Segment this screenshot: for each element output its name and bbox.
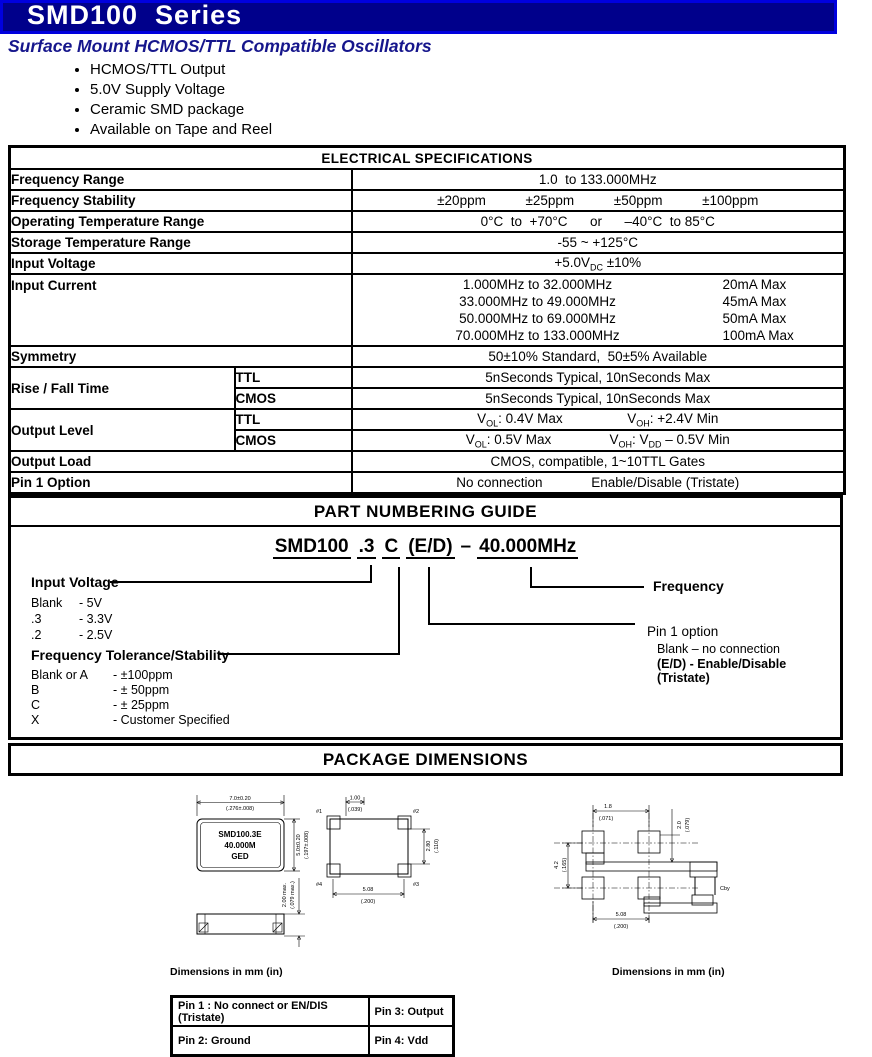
rise-fall-cmos-label: CMOS (235, 388, 352, 409)
pad-pin2-label: #2 (413, 809, 420, 815)
symmetry-value: 50±10% Standard, 50±5% Available (352, 346, 845, 367)
stability-value: ±50ppm (613, 193, 663, 208)
input-current-line (353, 327, 844, 344)
pn-segment-voltage: .3 (358, 536, 375, 557)
pn-segment-series: SMD100 (274, 536, 349, 557)
input-current-max: 100mA Max (722, 328, 794, 343)
voh-mid: : V (631, 431, 649, 447)
input-voltage-sub: DC (589, 262, 603, 273)
pin-cell-right: Pin 3: Output (369, 997, 454, 1027)
option-value: - 2.5V (79, 628, 113, 642)
pn-segment-frequency: 40.000MHz (479, 536, 577, 557)
dim-pad-bottom-in: (.200) (360, 899, 376, 905)
input-current-max: 45mA Max (722, 294, 787, 309)
input-voltage-value (352, 253, 845, 274)
vol-sub: OL (486, 418, 499, 429)
connector-line-frequency (530, 567, 644, 588)
pin1-option-blank: Blank – no connection (657, 642, 781, 656)
operating-temp-value: 0°C to +70°C or –40°C to 85°C (352, 211, 845, 232)
input-voltage-post: ±10% (602, 254, 642, 270)
stability-options (31, 668, 230, 728)
option-value: - ±100ppm (113, 668, 173, 682)
option-code: Blank (31, 596, 63, 610)
voh-sub: OH (636, 418, 650, 429)
dim-land-left-in: (.165) (562, 857, 568, 873)
dim-pad-right-in: (.110) (434, 839, 440, 853)
part-number-example (11, 536, 840, 558)
land-pattern-diagram (548, 795, 798, 950)
voh-post: – 0.5V Min (661, 431, 730, 447)
output-level-ttl-vol (477, 411, 563, 429)
row-label-pin1-option: Pin 1 Option (10, 472, 352, 493)
option-value: - 5V (79, 596, 102, 610)
option-value: - ± 25ppm (113, 698, 170, 712)
output-level-cmos-voh (609, 432, 729, 450)
output-level-ttl-label: TTL (235, 409, 352, 430)
feature-item: • 5.0V Supply Voltage (90, 80, 272, 100)
pad-pin4-label: #4 (316, 882, 323, 888)
option-value: - Customer Specified (113, 713, 230, 727)
stability-option (31, 698, 230, 713)
dim-land-bottom-in: (.200) (613, 924, 629, 930)
chip-marking-line3: GED (231, 852, 249, 861)
bypass-cap-label: Cby (720, 886, 730, 892)
input-current-max: 20mA Max (722, 277, 787, 292)
option-value: - ± 50ppm (113, 683, 170, 697)
voh-sub2: DD (648, 439, 662, 450)
electrical-specs-table (8, 145, 846, 495)
output-level-cmos-values (353, 432, 844, 450)
vol-post: : 0.5V Max (486, 431, 552, 447)
row-label-input-current: Input Current (10, 274, 352, 346)
dim-pad-bottom: 5.08 (362, 887, 374, 893)
dim-land-bottom: 5.08 (615, 912, 627, 918)
option-code: Blank or A (31, 668, 88, 682)
input-current-range: 70.000MHz to 133.000MHz (455, 328, 620, 343)
row-label-frequency-range: Frequency Range (10, 169, 352, 190)
subtitle: Surface Mount HCMOS/TTL Compatible Oscillators (8, 36, 432, 56)
row-label-operating-temp: Operating Temperature Range (10, 211, 352, 232)
feature-item: • Available on Tape and Reel (90, 120, 272, 140)
dim-pad-top: 1.00 (349, 795, 361, 802)
rise-fall-ttl-label: TTL (235, 367, 352, 388)
vol-sub: OL (474, 439, 487, 450)
stability-value: ±20ppm (437, 193, 486, 208)
vol-pre: V (477, 410, 487, 426)
input-voltage-pre: +5.0V (554, 254, 590, 270)
vol-pre: V (465, 431, 475, 447)
input-current-max: 50mA Max (722, 311, 787, 326)
chip-top-side-view-diagram (182, 792, 312, 967)
input-current-line (353, 310, 844, 327)
dim-width-in: (.276±.008) (225, 806, 255, 812)
package-dimensions-title: PACKAGE DIMENSIONS (322, 749, 529, 769)
output-level-cmos-label: CMOS (235, 430, 352, 451)
row-label-frequency-stability: Frequency Stability (10, 190, 352, 211)
dimensions-note-right: Dimensions in mm (in) (612, 966, 725, 978)
input-current-line (353, 293, 844, 310)
pin1-option-values (353, 475, 844, 490)
input-current-values (353, 275, 844, 345)
dim-land-right: 2.0 (677, 821, 683, 829)
frequency-guide-label: Frequency (653, 578, 724, 594)
pin-assignment-table (170, 995, 455, 1057)
header-bar (0, 0, 837, 34)
dim-land-left: 4.2 (554, 861, 560, 869)
dim-height-in: (.197±.008) (304, 830, 310, 860)
dim-pad-right: 2.80 (426, 840, 432, 852)
page-title: SMD100 Series (27, 0, 243, 30)
dim-width: 7.0±0.20 (229, 796, 251, 802)
input-voltage-option (31, 611, 112, 627)
pin1-option-left: No connection (456, 474, 543, 490)
option-code: X (31, 713, 40, 727)
dim-land-top-in: (.071) (598, 816, 614, 822)
rise-fall-ttl-value: 5nSeconds Typical, 10nSeconds Max (352, 367, 845, 388)
stability-guide-label: Frequency Tolerance/Stability (31, 647, 230, 663)
dim-height: 5.0±0.20 (296, 834, 302, 856)
row-label-symmetry: Symmetry (10, 346, 352, 367)
input-current-range: 33.000MHz to 49.000MHz (459, 294, 616, 309)
row-label-input-voltage: Input Voltage (10, 253, 352, 274)
pn-segment-pin1: (E/D) (408, 536, 453, 557)
frequency-range-value: 1.0 to 133.000MHz (352, 169, 845, 190)
voh-post: : +2.4V Min (649, 410, 719, 426)
pin-cell-left: Pin 1 : No connect or EN/DIS (Tristate) (172, 997, 369, 1027)
input-current-range: 1.000MHz to 32.000MHz (462, 277, 613, 292)
package-dimensions-box (8, 743, 843, 776)
part-numbering-title: PART NUMBERING GUIDE (11, 498, 840, 527)
input-current-range: 50.000MHz to 69.000MHz (459, 311, 616, 326)
pin-cell-right: Pin 4: Vdd (369, 1026, 454, 1056)
dim-land-right-in: (.079) (685, 817, 691, 833)
connector-line-stability (218, 567, 400, 655)
electrical-specs-title: ELECTRICAL SPECIFICATIONS (10, 147, 845, 170)
vol-post: : 0.4V Max (498, 410, 563, 426)
row-label-output-level: Output Level (10, 409, 235, 451)
pn-segment-stability: C (384, 536, 399, 557)
output-level-ttl-values (353, 411, 844, 429)
dim-thickness: 2.00 max. (282, 882, 288, 908)
voh-pre: V (609, 431, 619, 447)
voh-sub: OH (618, 439, 632, 450)
stability-option (31, 713, 230, 728)
pn-segment-dash: – (460, 536, 472, 557)
rise-fall-cmos-value: 5nSeconds Typical, 10nSeconds Max (352, 388, 845, 409)
feature-item: • Ceramic SMD package (90, 100, 272, 120)
pin1-option-ed: (E/D) - Enable/Disable (Tristate) (657, 657, 787, 685)
option-code: .2 (31, 628, 42, 642)
row-label-storage-temp: Storage Temperature Range (10, 232, 352, 253)
input-current-line (353, 276, 844, 293)
pin-cell-left: Pin 2: Ground (172, 1026, 369, 1056)
dim-thickness-in: (.079 max.) (290, 881, 296, 909)
pin-table-row (172, 997, 454, 1027)
output-load-value: CMOS, compatible, 1~10TTL Gates (352, 451, 845, 472)
dim-land-top: 1.8 (604, 804, 612, 810)
dim-pad-top-in: (.039) (347, 807, 363, 813)
stability-option (31, 683, 230, 698)
frequency-stability-values (353, 193, 844, 208)
pin1-option-right: Enable/Disable (Tristate) (591, 474, 740, 490)
chip-marking-line2: 40.000M (224, 841, 256, 850)
feature-item: • HCMOS/TTL Output (90, 60, 272, 80)
pad-pin1-label: #1 (316, 809, 323, 815)
pin-table-row (172, 1026, 454, 1056)
stability-value: ±25ppm (525, 193, 575, 208)
input-voltage-option (31, 595, 112, 611)
stability-value: ±100ppm (702, 193, 759, 208)
row-label-rise-fall: Rise / Fall Time (10, 367, 235, 409)
output-level-ttl-voh (627, 411, 718, 429)
stability-option (31, 668, 230, 683)
dimensions-note-left: Dimensions in mm (in) (170, 966, 283, 978)
pin1-guide-label: Pin 1 option (647, 624, 719, 639)
input-voltage-guide-label: Input Voltage (31, 574, 119, 590)
voh-pre: V (627, 410, 637, 426)
storage-temp-value: -55 ~ +125°C (352, 232, 845, 253)
option-code: B (31, 683, 40, 697)
pad-layout-diagram (312, 792, 442, 907)
row-label-output-load: Output Load (10, 451, 352, 472)
input-voltage-option (31, 627, 112, 643)
pad-pin3-label: #3 (413, 882, 420, 888)
option-code: .3 (31, 612, 42, 626)
option-code: C (31, 698, 41, 712)
input-voltage-options (31, 595, 112, 643)
output-level-cmos-vol (466, 432, 552, 450)
option-value: - 3.3V (79, 612, 113, 626)
feature-list (90, 60, 272, 140)
chip-marking-line1: SMD100.3E (218, 830, 262, 839)
part-numbering-box (8, 495, 843, 740)
